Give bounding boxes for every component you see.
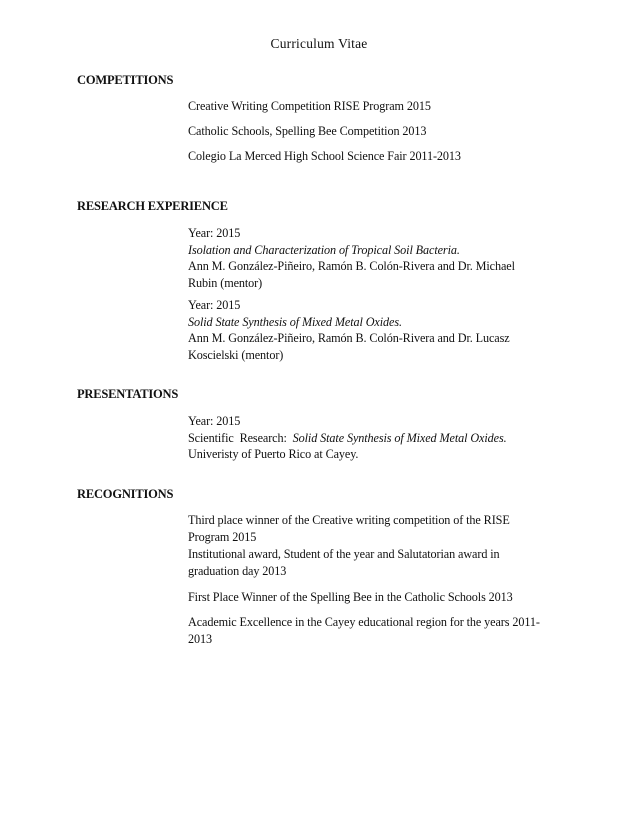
research-year: Year: 2015 bbox=[188, 226, 241, 240]
presentation-venue: Univeristy of Puerto Rico at Cayey. bbox=[188, 447, 359, 461]
page-title: Curriculum Vitae bbox=[270, 36, 368, 51]
recognition-text: Institutional award, Student of the year and Salutatorian award in bbox=[188, 547, 500, 561]
recognition-text-cont: graduation day 2013 bbox=[188, 563, 287, 578]
research-authors-cont: Rubin (mentor) bbox=[188, 275, 263, 290]
research-authors: Ann M. González-Piñeiro, Ramón B. Colón-Rivera and Dr. Michael bbox=[188, 259, 515, 273]
recognition-item bbox=[188, 589, 588, 606]
recognition-text: Third place winner of the Creative writing competition of the RISE bbox=[188, 513, 510, 527]
research-entry bbox=[188, 225, 588, 291]
research-authors: Ann M. González-Piñeiro, Ramón B. Colón-Rivera and Dr. Lucasz bbox=[188, 331, 510, 345]
recognition-text-cont: 2013 bbox=[188, 631, 212, 646]
recognitions-heading: RECOGNITIONS bbox=[77, 487, 174, 501]
competition-item-text: Catholic Schools, Spelling Bee Competition 2013 bbox=[188, 124, 427, 138]
competition-item bbox=[188, 98, 588, 115]
research-heading: RESEARCH EXPERIENCE bbox=[77, 199, 228, 213]
recognition-item bbox=[188, 512, 588, 545]
presentation-entry bbox=[188, 413, 588, 463]
recognition-text: Academic Excellence in the Cayey educational region for the years 2011- bbox=[188, 615, 540, 629]
presentation-line bbox=[188, 430, 588, 447]
presentation-year: Year: 2015 bbox=[188, 414, 241, 428]
presentations-heading: PRESENTATIONS bbox=[77, 387, 179, 401]
recognition-item bbox=[188, 546, 588, 579]
recognition-item bbox=[188, 614, 588, 647]
recognition-text-cont: Program 2015 bbox=[188, 529, 257, 544]
competitions-heading: COMPETITIONS bbox=[77, 73, 174, 87]
research-entry bbox=[188, 297, 588, 363]
competition-item bbox=[188, 123, 588, 140]
presentation-title: Solid State Synthesis of Mixed Metal Oxides. bbox=[292, 430, 507, 445]
competition-item bbox=[188, 148, 588, 165]
research-title: Isolation and Characterization of Tropical Soil Bacteria. bbox=[188, 242, 460, 257]
presentation-prefix: Scientific Research: bbox=[188, 430, 293, 445]
competition-item-text: Creative Writing Competition RISE Program 2015 bbox=[188, 99, 431, 113]
competition-item-text: Colegio La Merced High School Science Fair 2011-2013 bbox=[188, 149, 461, 163]
recognition-text: First Place Winner of the Spelling Bee in the Catholic Schools 2013 bbox=[188, 590, 513, 604]
research-title: Solid State Synthesis of Mixed Metal Oxides. bbox=[188, 314, 402, 329]
research-year: Year: 2015 bbox=[188, 298, 241, 312]
research-authors-cont: Koscielski (mentor) bbox=[188, 347, 284, 362]
